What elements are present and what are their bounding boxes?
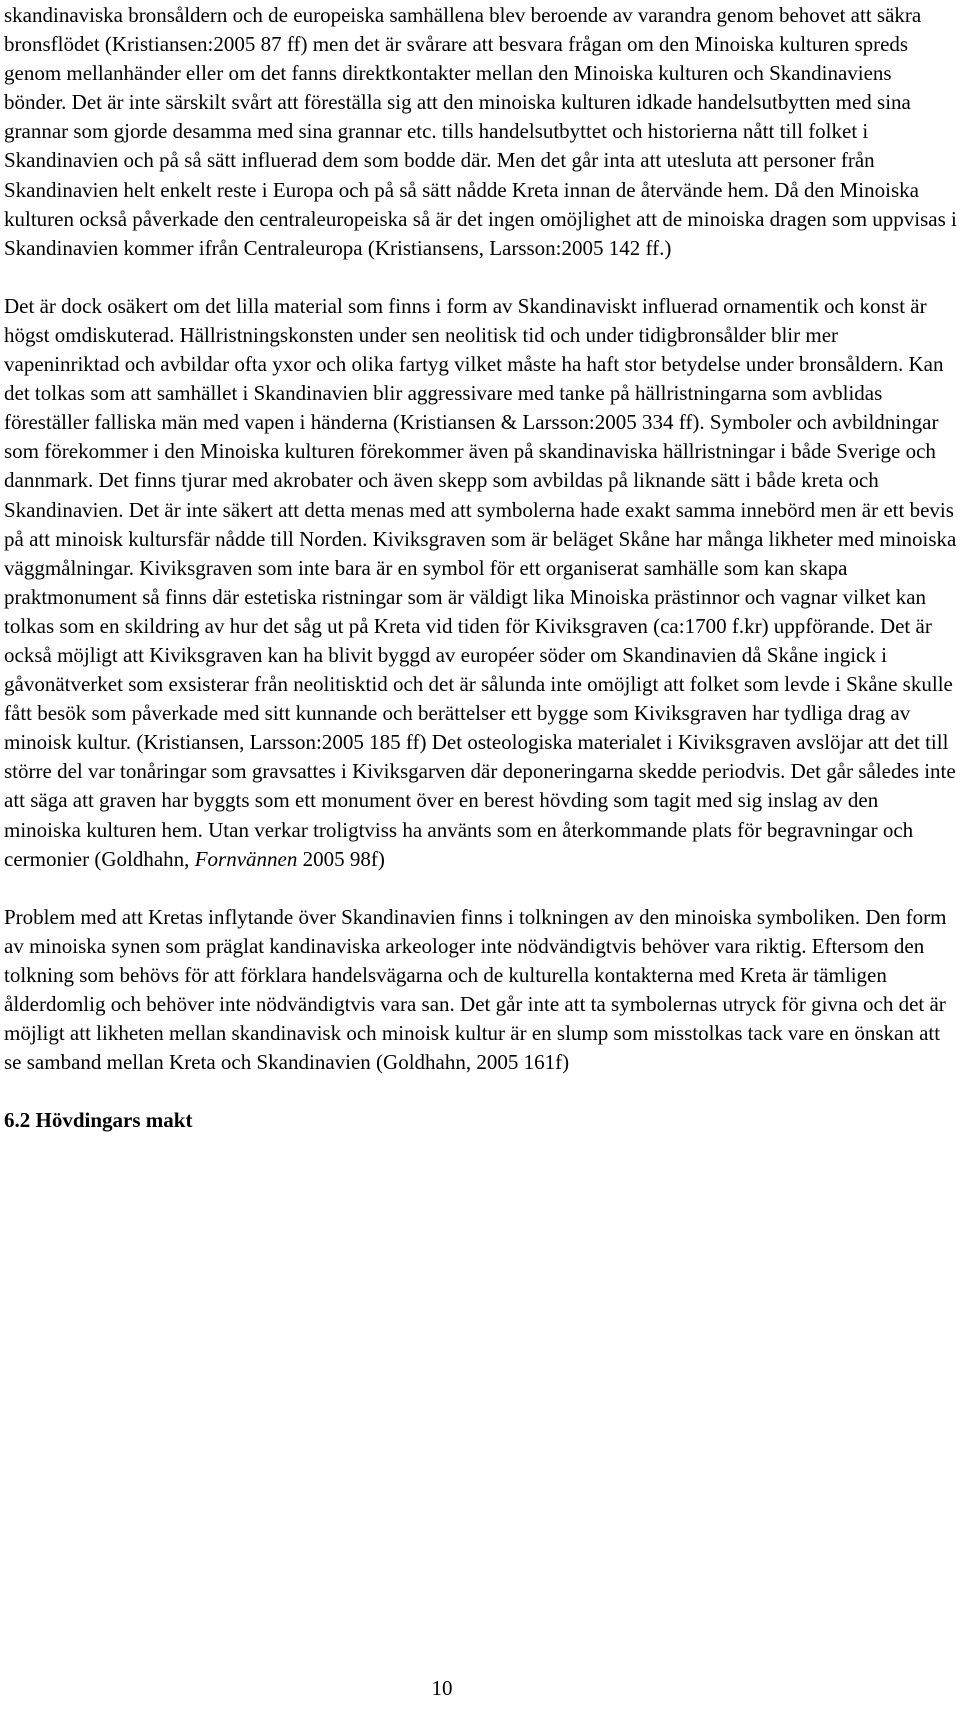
paragraph-3 [4, 903, 958, 1078]
paragraph-1 [4, 1, 958, 263]
paragraph-spacer [4, 874, 958, 903]
page-number: 10 [431, 1676, 453, 1700]
document-page [4, 1, 958, 1135]
paragraph-spacer [4, 1077, 958, 1106]
journal-title-italic: Fornvännen [194, 846, 298, 871]
paragraph-spacer [4, 263, 958, 292]
section-heading: 6.2 Hövdingars makt [4, 1108, 193, 1133]
paragraph-1-text: skandinaviska bronsåldern och de europeiska samhällena blev beroende av varandra genom behovet att säkra bronsflödet (Kristiansen:2005 87 ff) men det är svårare att besvara frågan om den Minoiska kulturen spreds genom mellanhänder eller om det fanns direktkontakter mellan den Minoiska kulturen och Skandinaviens bönder. Det är inte särskilt svårt att föreställa sig att den minoiska kulturen idkade handelsutbytten med sina grannar som gjorde desamma med sina grannar etc. tills handelsutbyttet och historierna nått till folket i Skandinavien och på så sätt influerad dem som bodde där. Men det går inta att utesluta att personer från Skandinavien helt enkelt reste i Europa och på så sätt nådde Kreta innan de återvände hem. Då den Minoiska kulturen också påverkade den centraleuropeiska så är det ingen omöjlighet att de minoiska dragen som uppvisas i Skandinavien kommer ifrån Centraleuropa (Kristiansens, Larsson:2005 142 ff.) [4, 3, 957, 260]
paragraph-2 [4, 292, 958, 874]
paragraph-2-citation-tail: 2005 98f) [297, 846, 385, 871]
paragraph-2-text: Det är dock osäkert om det lilla material som finns i form av Skandinaviskt influerad ornamentik och konst är högst omdiskuterad. Hällristningskonsten under sen neolitisk tid och under tidigbronsålder blir mer vapeninriktad och avbildar ofta yxor och olika fartyg vilket måste ha haft stor betydelse under bronsåldern. Kan det tolkas som att samhället i Skandinavien blir aggressivare med tanke på hällristningarna som avblidas föreställer falliska män med vapen i händerna (Kristiansen & Larsson:2005 334 ff). Symboler och avbildningar som förekommer i den Minoiska kulturen förekommer även på skandinaviska hällristningar i både Sverige och dannmark. Det finns tjurar med akrobater och även skepp som avbildas på liknande sätt i både kreta och Skandinavien. Det är inte säkert att detta menas med att symbolerna hade exakt samma innebörd men är ett bevis på att minoisk kultursfär nådde till Norden. Kiviksgraven som är beläget Skåne har många likheter med minoiska väggmålningar. Kiviksgraven som inte bara är en symbol för ett organiserat samhälle som kan skapa praktmonument så finns där estetiska ristningar som är väldigt lika Minoiska prästinnor och vagnar vilket kan tolkas som en skildring av hur det såg ut på Kreta vid tiden för Kiviksgraven (ca:1700 f.kr) uppförande. Det är också möjligt att Kiviksgraven kan ha blivit byggd av européer söder om Skandinavien då Skåne ingick i gåvonätverket som exsisterar från neolitisktid och det är sålunda inte omöjligt att folket som levde i Skåne skulle fått besök som påverkade med sitt kunnande och berättelser ett bygge som Kiviksgraven har tydliga drag av minoisk kultur. (Kristiansen, Larsson:2005 185 ff) Det osteologiska materialet i Kiviksgraven avslöjar att det till större del var tonåringar som gravsattes i Kiviksgarven där deponeringarna skedde periodvis. Det går således inte att säga att graven har byggts som ett monument över en berest hövding som tagit med sig inslag av den minoiska kulturen hem. Utan verkar troligtviss ha använts som en återkommande plats för begravningar och cermonier (Goldhahn, [4, 293, 957, 871]
paragraph-3-text: Problem med att Kretas inflytande över Skandinavien finns i tolkningen av den minoiska symboliken. Den form av minoiska synen som präglat kandinaviska arkeologer inte nödvändigtvis behöver vara riktig. Eftersom den tolkning som behövs för att förklara handelsvägarna och de kulturella kontakterna med Kreta är tämligen ålderdomlig och behöver inte nödvändigtvis vara san. Det går inte att ta symbolernas utryck för givna och det är möjligt att likheten mellan skandinavisk och minoisk kultur är en slump som misstolkas tack vare en önskan att se samband mellan Kreta och Skandinavien (Goldhahn, 2005 161f) [4, 904, 947, 1075]
